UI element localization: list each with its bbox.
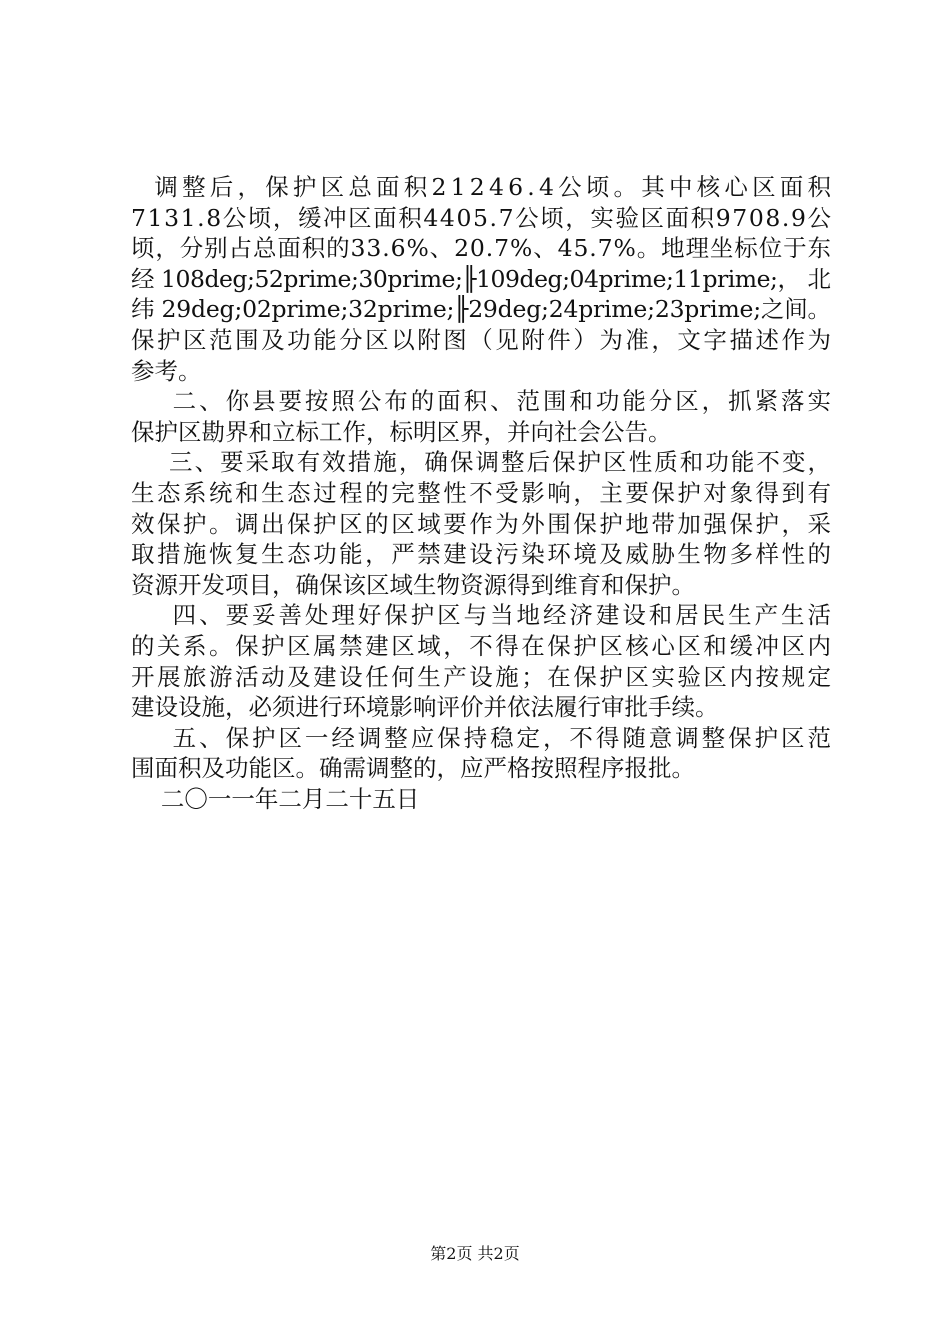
text-line: 二〇一一年二月二十五日 <box>131 784 420 813</box>
text-line: 调整后，保护区总面积21246.4公顷。其中核心区面积 <box>131 173 836 201</box>
text-line: 建设设施，必须进行环境影响评价并依法履行审批手续。 <box>131 693 719 722</box>
document-body <box>131 172 836 814</box>
text-line: 效保护。调出保护区的区域要作为外围保护地带加强保护，采 <box>131 509 834 538</box>
page-footer: 第2页 共2页 <box>430 1244 520 1263</box>
text-line: 围面积及功能区。确需调整的，应严格按照程序报批。 <box>131 754 695 783</box>
text-line: 五、保护区一经调整应保持稳定，不得随意调整保护区范 <box>131 723 834 752</box>
text-line: 取措施恢复生态功能，严禁建设污染环境及威胁生物多样性的 <box>131 540 834 569</box>
text-line: 经 108deg;52prime;30prime;╟109deg;04prime;11prime;， 北 <box>131 264 831 293</box>
text-line: 7131.8公顷，缓冲区面积4405.7公顷，实验区面积9708.9公 <box>131 203 833 232</box>
text-line: 参考。 <box>131 356 202 385</box>
text-line: 二、你县要按照公布的面积、范围和功能分区，抓紧落实 <box>131 387 834 416</box>
text-line: 保护区勘界和立标工作，标明区界，并向社会公告。 <box>131 417 672 446</box>
text-line: 的关系。保护区属禁建区域，不得在保护区核心区和缓冲区内 <box>131 631 834 660</box>
text-line: 纬 29deg;02prime;32prime;╟29deg;24prime;23prime;之间。 <box>131 295 831 324</box>
text-line: 保护区范围及功能分区以附图（见附件）为准，文字描述作为 <box>131 325 834 354</box>
text-line: 顷，分别占总面积的33.6%、20.7%、45.7%。地理坐标位于东 <box>131 234 832 263</box>
text-line: 资源开发项目，确保该区域生物资源得到维育和保护。 <box>131 570 695 599</box>
text-line: 三、要采取有效措施，确保调整后保护区性质和功能不变， <box>131 448 834 477</box>
text-line: 开展旅游活动及建设任何生产设施；在保护区实验区内按规定 <box>131 662 834 691</box>
text-line: 四、要妥善处理好保护区与当地经济建设和居民生产生活 <box>131 601 834 630</box>
text-line: 生态系统和生态过程的完整性不受影响，主要保护对象得到有 <box>131 478 834 507</box>
